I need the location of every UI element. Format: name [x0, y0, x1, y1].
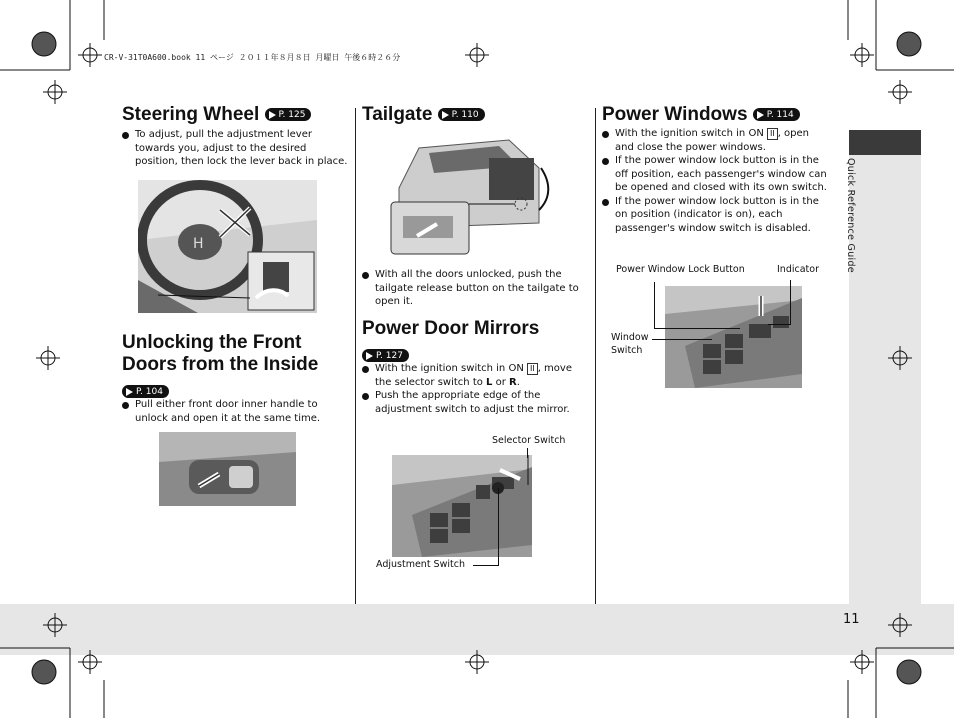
column-divider [595, 108, 596, 604]
tailgate-bullets [362, 268, 587, 309]
steering-wheel-illustration [138, 180, 317, 313]
mirrors-bullets [362, 362, 587, 416]
callout-line [654, 328, 740, 329]
list-item: With the ignition switch in ON II , move the selector switch to L or R. [362, 362, 587, 389]
page-number: 11 [843, 612, 860, 627]
door-handle-illustration [159, 432, 296, 506]
indicator-callout: Indicator [777, 264, 819, 275]
callout-line [790, 280, 791, 324]
window-switch-illustration [665, 286, 802, 388]
unlocking-title-line2: Doors from the Inside [122, 354, 319, 375]
tailgate-illustration [389, 138, 556, 256]
side-tab-label: Quick Reference Guide [845, 158, 856, 273]
tailgate-title: Tailgate P. 110 [362, 104, 485, 126]
list-item: If the power window lock button is in the on position (indicator is on), each passenger's window switch is disabled. [602, 195, 827, 236]
callout-line [768, 324, 791, 325]
selector-switch-callout: Selector Switch [492, 435, 566, 446]
callout-line [654, 282, 655, 328]
list-item: Push the appropriate edge of the adjustment switch to adjust the mirror. [362, 389, 587, 416]
callout-line [527, 448, 528, 458]
power-door-mirrors-title: Power Door Mirrors [362, 318, 540, 339]
lock-button-callout: Power Window Lock Button [616, 264, 745, 275]
svg-text:H: H [193, 236, 204, 252]
mirror-switch-illustration [392, 455, 532, 557]
power-windows-bullets [602, 127, 827, 235]
steering-wheel-ref-link[interactable]: P. 125 [265, 108, 312, 121]
print-header: CR-V-31T0A600.book 11 ページ ２０１１年８月８日 月曜日 午後６時２６分 [104, 53, 401, 62]
window-switch-callout: Window [611, 332, 649, 343]
list-item: With the ignition switch in ON II , open and close the power windows. [602, 127, 827, 154]
list-item: If the power window lock button is in the off position, each passenger's window can be opened and closed with its own switch. [602, 154, 827, 195]
steering-wheel-bullets [122, 128, 350, 169]
power-windows-title: Power Windows P. 114 [602, 104, 800, 126]
callout-line [498, 488, 499, 566]
list-item: Pull either front door inner handle to unlock and open it at the same time. [122, 398, 350, 425]
callout-line [652, 339, 712, 340]
callout-line [473, 565, 498, 566]
unlocking-bullets [122, 398, 350, 425]
unlocking-title: Unlocking the Front [122, 332, 302, 353]
window-switch-callout-line2: Switch [611, 345, 643, 356]
power-windows-ref-link[interactable]: P. 114 [753, 108, 800, 121]
list-item: To adjust, pull the adjustment lever towards you, adjust to the desired position, then lock the lever back in place. [122, 128, 350, 169]
list-item: With all the doors unlocked, push the tailgate release button on the tailgate to open it. [362, 268, 587, 309]
tailgate-ref-link[interactable]: P. 110 [438, 108, 485, 121]
column-divider [355, 108, 356, 604]
unlocking-ref-link[interactable]: P. 104 [122, 385, 169, 398]
adjustment-switch-callout: Adjustment Switch [376, 559, 465, 570]
mirrors-ref-link[interactable]: P. 127 [362, 349, 409, 362]
steering-wheel-title: Steering Wheel P. 125 [122, 104, 311, 126]
